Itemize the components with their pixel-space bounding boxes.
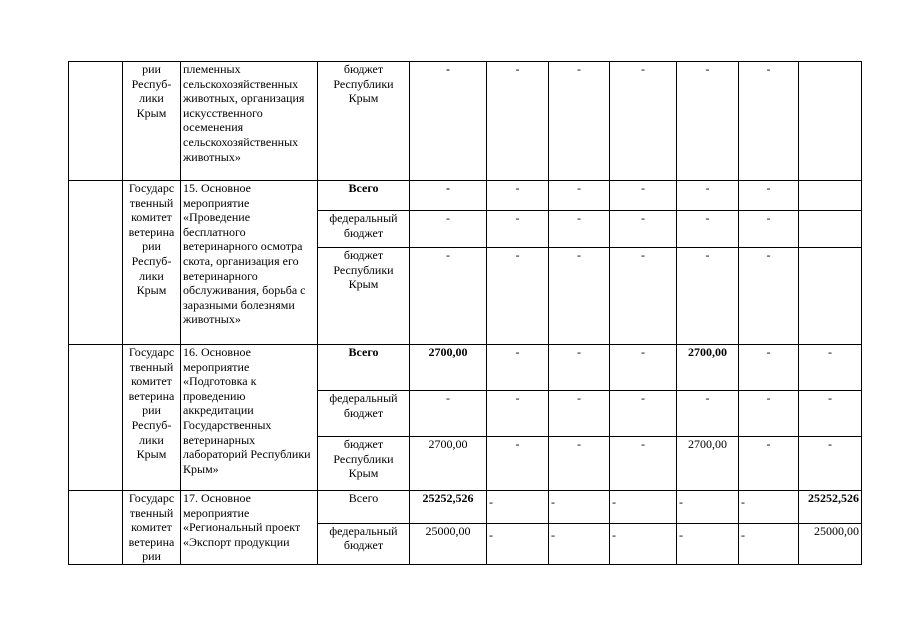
source-cell: федеральный бюджет	[318, 211, 410, 248]
value-cell	[799, 211, 862, 248]
measure-cell: племенных сельскохозяйственных животных, организация искусственного осеменения сельскохозяйственных животных»	[181, 62, 318, 181]
source-cell: бюджет Республики Крым	[318, 248, 410, 345]
value-cell	[799, 248, 862, 345]
value-cell: -	[487, 437, 549, 491]
value-cell: -	[677, 523, 739, 564]
value-cell: -	[549, 391, 610, 437]
table-row	[69, 345, 862, 391]
value-cell: -	[677, 248, 739, 345]
source-cell: Всего	[318, 345, 410, 391]
value-cell: -	[610, 437, 677, 491]
value-cell: -	[549, 491, 610, 524]
source-cell: федеральный бюджет	[318, 523, 410, 564]
value-cell: -	[410, 62, 487, 181]
executor-cell: Государс твенный комитет ветерина рии Респуб-лики Крым	[123, 345, 181, 491]
value-cell	[799, 62, 862, 181]
source-cell: бюджет Республики Крым	[318, 62, 410, 181]
value-cell: -	[487, 62, 549, 181]
value-cell: -	[487, 523, 549, 564]
value-cell: -	[799, 437, 862, 491]
number-cell	[69, 62, 123, 181]
value-cell	[799, 181, 862, 211]
value-cell: -	[610, 523, 677, 564]
number-cell	[69, 491, 123, 565]
value-cell: -	[410, 248, 487, 345]
value-cell: 2700,00	[677, 437, 739, 491]
value-cell: -	[549, 523, 610, 564]
value-cell: -	[677, 391, 739, 437]
value-cell: -	[610, 211, 677, 248]
value-cell: -	[739, 437, 799, 491]
value-cell: -	[799, 391, 862, 437]
value-cell: -	[487, 181, 549, 211]
value-cell: -	[487, 491, 549, 524]
value-cell: -	[410, 181, 487, 211]
executor-cell: Государс твенный комитет ветерина рии Респуб-лики Крым	[123, 181, 181, 345]
value-cell: -	[610, 345, 677, 391]
value-cell: -	[410, 211, 487, 248]
value-cell: -	[739, 523, 799, 564]
value-cell: 2700,00	[677, 345, 739, 391]
value-cell: -	[549, 437, 610, 491]
value-cell: -	[739, 391, 799, 437]
value-cell: -	[677, 181, 739, 211]
value-cell: 25000,00	[799, 523, 862, 564]
number-cell	[69, 181, 123, 345]
value-cell: -	[410, 391, 487, 437]
source-cell: Всего	[318, 491, 410, 524]
value-cell: -	[799, 345, 862, 391]
value-cell: -	[610, 248, 677, 345]
table-row	[69, 62, 862, 181]
value-cell: 25252,526	[799, 491, 862, 524]
executor-cell: рии Респуб-лики Крым	[123, 62, 181, 181]
source-cell: Всего	[318, 181, 410, 211]
value-cell: -	[487, 345, 549, 391]
table-row	[69, 491, 862, 524]
number-cell	[69, 345, 123, 491]
value-cell: -	[487, 391, 549, 437]
value-cell: -	[549, 345, 610, 391]
source-cell: федеральный бюджет	[318, 391, 410, 437]
value-cell: -	[610, 62, 677, 181]
value-cell: 2700,00	[410, 345, 487, 391]
value-cell: 25252,526	[410, 491, 487, 524]
value-cell: -	[677, 62, 739, 181]
value-cell: -	[739, 248, 799, 345]
value-cell: -	[549, 211, 610, 248]
value-cell: -	[487, 248, 549, 345]
value-cell: -	[610, 181, 677, 211]
budget-table	[68, 61, 862, 565]
value-cell: -	[739, 62, 799, 181]
measure-cell: 17. Основное мероприятие «Региональный проект «Экспорт продукции	[181, 491, 318, 565]
measure-cell: 15. Основное мероприятие «Проведение бесплатного ветеринарного осмотра скота, организация его ветеринарного обслуживания, борьба с заразными болезнями животных»	[181, 181, 318, 345]
value-cell: -	[739, 181, 799, 211]
value-cell: -	[610, 391, 677, 437]
executor-cell: Государс твенный комитет ветерина рии	[123, 491, 181, 565]
measure-cell: 16. Основное мероприятие «Подготовка к проведению аккредитации Государственных ветеринарных лабораторий Республики Крым»	[181, 345, 318, 491]
source-cell: бюджет Республики Крым	[318, 437, 410, 491]
value-cell: -	[739, 491, 799, 524]
value-cell: -	[677, 491, 739, 524]
value-cell: -	[677, 211, 739, 248]
table-row	[69, 181, 862, 211]
value-cell: -	[739, 211, 799, 248]
value-cell: 2700,00	[410, 437, 487, 491]
value-cell: -	[549, 181, 610, 211]
value-cell: -	[610, 491, 677, 524]
value-cell: -	[487, 211, 549, 248]
value-cell: -	[549, 248, 610, 345]
value-cell: -	[549, 62, 610, 181]
value-cell: -	[739, 345, 799, 391]
value-cell: 25000,00	[410, 523, 487, 564]
